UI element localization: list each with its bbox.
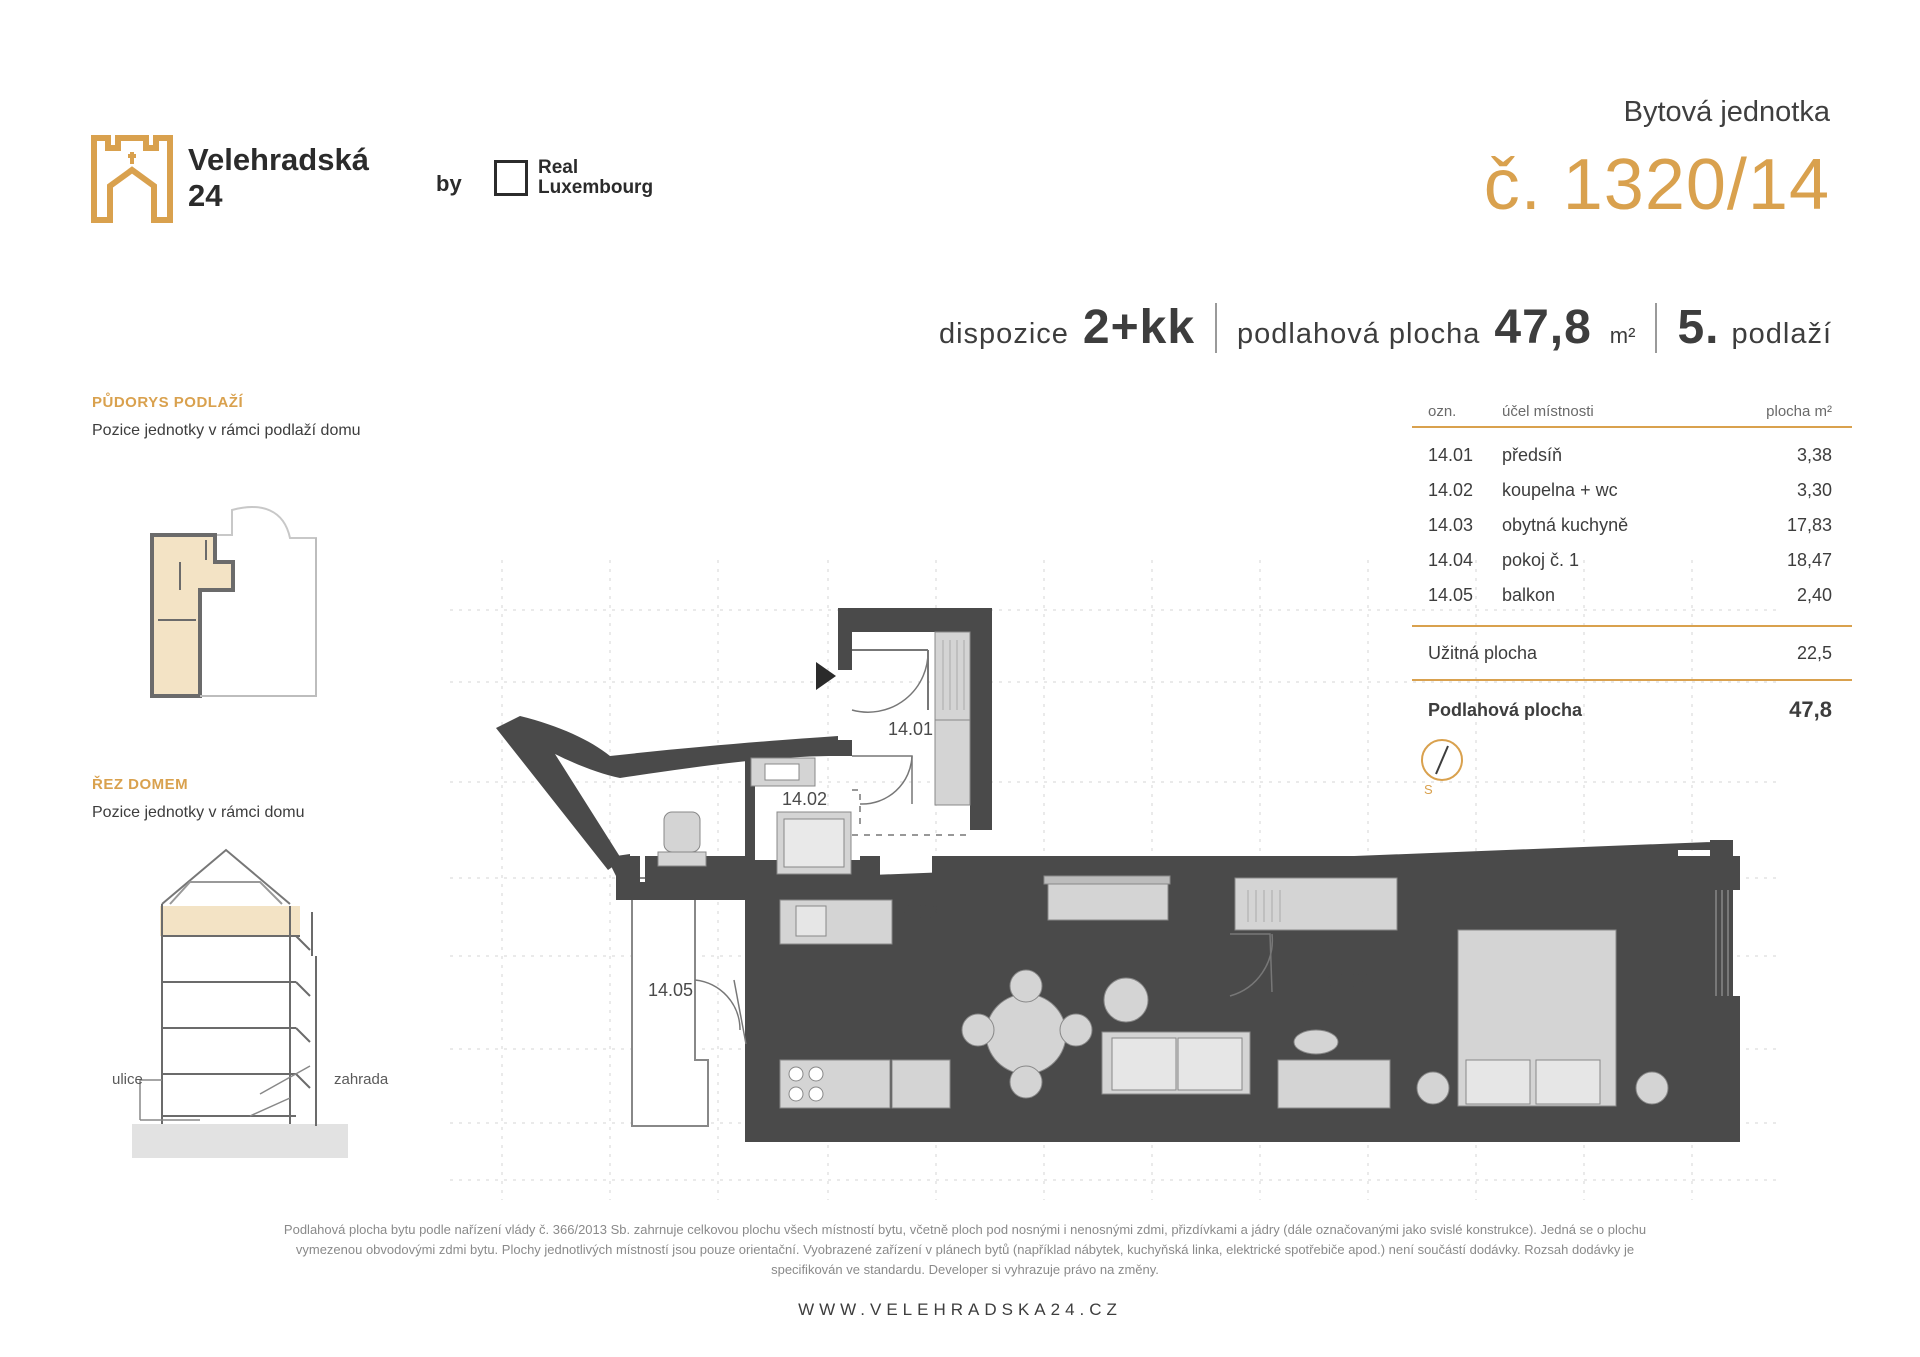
usable-area-value: 22,5 bbox=[1796, 642, 1832, 663]
table-row bbox=[1412, 543, 1852, 578]
floor-plan-section-subtitle: Pozice jednotky v rámci podlaží domu bbox=[92, 422, 361, 439]
row-area: 17,83 bbox=[1786, 515, 1832, 535]
street-label: ulice bbox=[112, 1071, 143, 1088]
row-purpose: balkon bbox=[1502, 585, 1556, 605]
rooms-table-header bbox=[1412, 396, 1852, 426]
usable-area-label: Užitná plocha bbox=[1428, 642, 1538, 663]
row-area: 3,38 bbox=[1796, 445, 1832, 465]
brand-name-line2: 24 bbox=[188, 178, 223, 213]
table-row bbox=[1412, 438, 1852, 473]
unit-number: č. 1320/14 bbox=[1483, 145, 1830, 225]
real-luxembourg-logo-icon bbox=[494, 160, 528, 196]
floor-value: 5. bbox=[1677, 301, 1720, 354]
disclaimer-line-3: specifikován ve standardu. Developer si vyhrazuje právo na změny. bbox=[771, 1262, 1159, 1277]
website-link[interactable]: WWW.VELEHRADSKA24.CZ bbox=[798, 1300, 1122, 1319]
disposition-label: dispozice bbox=[938, 318, 1069, 350]
section-cut-subtitle: Pozice jednotky v rámci domu bbox=[92, 804, 305, 821]
rooms-table bbox=[1412, 396, 1852, 739]
floor-area-value: 47,8 bbox=[1789, 697, 1832, 722]
header-purpose: účel místnosti bbox=[1502, 402, 1594, 420]
room-label-14-03: 14.03 bbox=[893, 902, 939, 922]
header-code: ozn. bbox=[1428, 402, 1457, 420]
building-section-diagram bbox=[110, 846, 389, 1161]
row-area: 2,40 bbox=[1796, 585, 1832, 605]
row-code: 14.01 bbox=[1428, 445, 1474, 465]
castle-logo-icon bbox=[90, 134, 174, 224]
partner-name bbox=[538, 158, 653, 198]
compass-label: S bbox=[1424, 782, 1433, 797]
floor-label: podlaží bbox=[1731, 318, 1832, 350]
compass-icon bbox=[1418, 736, 1468, 798]
table-row bbox=[1412, 473, 1852, 508]
entrance-wardrobe bbox=[935, 632, 970, 805]
floor-area-label: Podlahová plocha bbox=[1428, 699, 1583, 720]
disclaimer bbox=[105, 1220, 1825, 1280]
table-row bbox=[1412, 578, 1852, 613]
garden-label: zahrada bbox=[334, 1071, 389, 1088]
by-label: by bbox=[436, 171, 462, 196]
room-label-14-05: 14.05 bbox=[648, 980, 694, 1000]
usable-area-row bbox=[1412, 627, 1852, 679]
row-code: 14.03 bbox=[1428, 515, 1474, 535]
floor-position-diagram bbox=[150, 500, 320, 700]
row-area: 18,47 bbox=[1786, 550, 1832, 570]
area-unit: m² bbox=[1609, 323, 1636, 348]
area-label: podlahová plocha bbox=[1237, 318, 1481, 350]
row-area: 3,30 bbox=[1796, 480, 1832, 500]
row-purpose: pokoj č. 1 bbox=[1502, 550, 1580, 570]
section-cut-title: ŘEZ DOMEM bbox=[92, 776, 189, 793]
floor-plan-section-title: PŮDORYS PODLAŽÍ bbox=[92, 394, 244, 411]
partner-name-line1: Real bbox=[538, 157, 579, 178]
table-row bbox=[1412, 508, 1852, 543]
row-purpose: koupelna + wc bbox=[1502, 480, 1618, 500]
summary-divider bbox=[1215, 303, 1217, 353]
row-purpose: obytná kuchyně bbox=[1502, 515, 1629, 535]
balcony-outline bbox=[632, 878, 708, 1126]
unit-label: Bytová jednotka bbox=[1623, 96, 1830, 128]
partner-name-line2: Luxembourg bbox=[538, 177, 654, 198]
summary-divider bbox=[1655, 303, 1657, 353]
entrance-arrow-icon bbox=[816, 662, 836, 690]
row-code: 14.02 bbox=[1428, 480, 1474, 500]
brand-name bbox=[188, 142, 369, 214]
floor-area-row bbox=[1412, 681, 1852, 739]
room-label-14-01: 14.01 bbox=[888, 719, 934, 739]
row-code: 14.04 bbox=[1428, 550, 1474, 570]
header-area: plocha m² bbox=[1766, 402, 1832, 420]
unit-summary bbox=[939, 300, 1832, 355]
room-label-14-02: 14.02 bbox=[782, 789, 828, 809]
disclaimer-line-1: Podlahová plocha bytu podle nařízení vlády č. 366/2013 Sb. zahrnuje celkovou plochu všech místností bytu, včetně ploch pod nosnými i nenosnými zdmi, přizdívkami a jádry (dále označovanými jako svislé konstrukce). Jedná se o plochu bbox=[283, 1222, 1647, 1237]
room-label-14-04: 14.04 bbox=[1326, 971, 1372, 991]
disposition-value: 2+kk bbox=[1082, 301, 1196, 354]
brand-name-line1: Velehradská bbox=[188, 142, 369, 177]
disclaimer-line-2: vymezenou obvodovými zdmi bytu. Plochy jednotlivých místností jsou pouze orientační. Vyobrazené zařízení v plánech bytů (například nábytek, kuchyňská linka, elektrické spotřebiče apod.) není součástí dodávky. Rozsah dodávky je bbox=[295, 1242, 1635, 1257]
area-value: 47,8 bbox=[1494, 301, 1592, 354]
row-code: 14.05 bbox=[1428, 585, 1474, 605]
row-purpose: předsíň bbox=[1502, 445, 1563, 465]
